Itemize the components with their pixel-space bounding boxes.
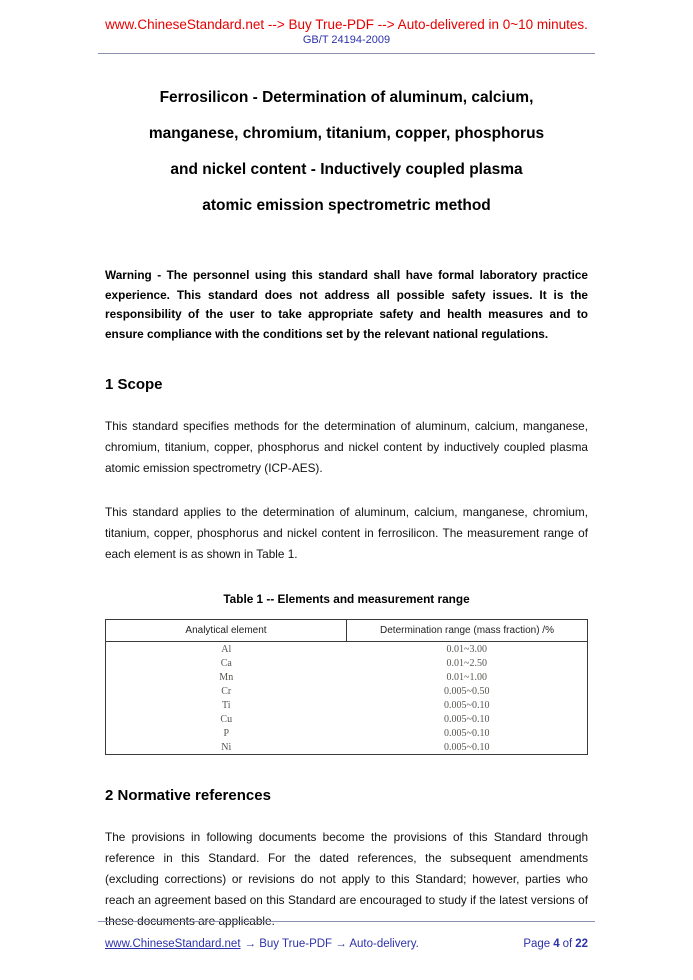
range-cell: 0.005~0.10	[444, 727, 490, 739]
section-heading-scope: 1 Scope	[105, 376, 163, 393]
range-cell: 0.01~3.00	[446, 643, 487, 655]
table-row	[106, 670, 588, 684]
standard-number: GB/T 24194-2009	[302, 34, 391, 46]
range-cell: 0.005~0.10	[444, 741, 490, 753]
element-cell: Al	[221, 643, 232, 655]
footer	[105, 938, 588, 950]
page-total: 22	[575, 938, 588, 950]
title-line: and nickel content - Inductively coupled plasma	[170, 161, 523, 178]
section-heading-normative: 2 Normative references	[105, 787, 271, 804]
footer-divider	[98, 921, 595, 922]
footer-left	[105, 938, 419, 950]
element-cell: Cr	[221, 685, 232, 697]
of-label: of	[562, 938, 573, 950]
scope-paragraph-2: This standard applies to the determination of aluminum, calcium, manganese, chromium, titanium, copper, phosphorus and nickel content in ferrosilicon. The measurement range of each element is as shown in Table 1.	[105, 505, 588, 561]
content-column	[0, 266, 693, 932]
range-cell: 0.005~0.10	[444, 699, 490, 711]
range-cell: 0.005~0.10	[444, 713, 490, 725]
header-divider	[98, 53, 595, 54]
element-cell: Cu	[220, 713, 233, 725]
element-cell: Ca	[220, 657, 232, 669]
warning-paragraph: Warning - The personnel using this standard shall have formal laboratory practice experience. This standard does not address all possible safety issues. It is the responsibility of the user to take appropriate safety and health measures and to ensure compliance with the conditions set by the relevant national regulations.	[105, 268, 588, 341]
title-line: atomic emission spectrometric method	[202, 197, 491, 214]
table1-caption: Table 1 -- Elements and measurement range	[223, 592, 470, 606]
footer-site-link[interactable]: www.ChineseStandard.net	[105, 938, 241, 950]
element-cell: P	[223, 727, 230, 739]
table-row	[106, 712, 588, 726]
promo-banner: www.ChineseStandard.net --> Buy True-PDF --> Auto-delivered in 0~10 minutes.	[105, 17, 588, 32]
table-row	[106, 698, 588, 712]
table-row	[106, 684, 588, 698]
range-cell: 0.01~2.50	[446, 657, 487, 669]
table-header-analytical-element: Analytical element	[106, 620, 347, 642]
table-row	[106, 740, 588, 755]
element-cell: Mn	[219, 671, 234, 683]
elements-table	[105, 619, 588, 755]
title-line: manganese, chromium, titanium, copper, phosphorus	[148, 125, 545, 142]
element-cell: Ti	[221, 699, 231, 711]
range-cell: 0.005~0.50	[444, 685, 490, 697]
table-row	[106, 656, 588, 670]
document-title	[0, 80, 693, 224]
footer-tail: → Buy True-PDF → Auto-delivery.	[244, 938, 419, 950]
table-row	[106, 642, 588, 657]
table-header-row	[106, 620, 588, 642]
page-label: Page	[523, 938, 551, 950]
normative-paragraph: The provisions in following documents become the provisions of this Standard through reference in this Standard. For the dated references, the subsequent amendments (excluding corrections) or revisions do not apply to this Standard; however, parties who reach an agreement based on this Standard are encouraged to study if the latest versions of these documents are applicable.	[105, 830, 588, 928]
title-line: Ferrosilicon - Determination of aluminum, calcium,	[159, 89, 534, 106]
range-cell: 0.01~1.00	[446, 671, 487, 683]
page-info	[520, 938, 588, 950]
page-number: 4	[553, 938, 560, 950]
element-cell: Ni	[221, 741, 232, 753]
table-header-determination-range: Determination range (mass fraction) /%	[347, 620, 588, 642]
scope-paragraph-1: This standard specifies methods for the determination of aluminum, calcium, manganese, chromium, titanium, copper, phosphorus and nickel content by inductively coupled plasma atomic emission spectrometry (ICP-AES).	[105, 419, 588, 475]
table-row	[106, 726, 588, 740]
